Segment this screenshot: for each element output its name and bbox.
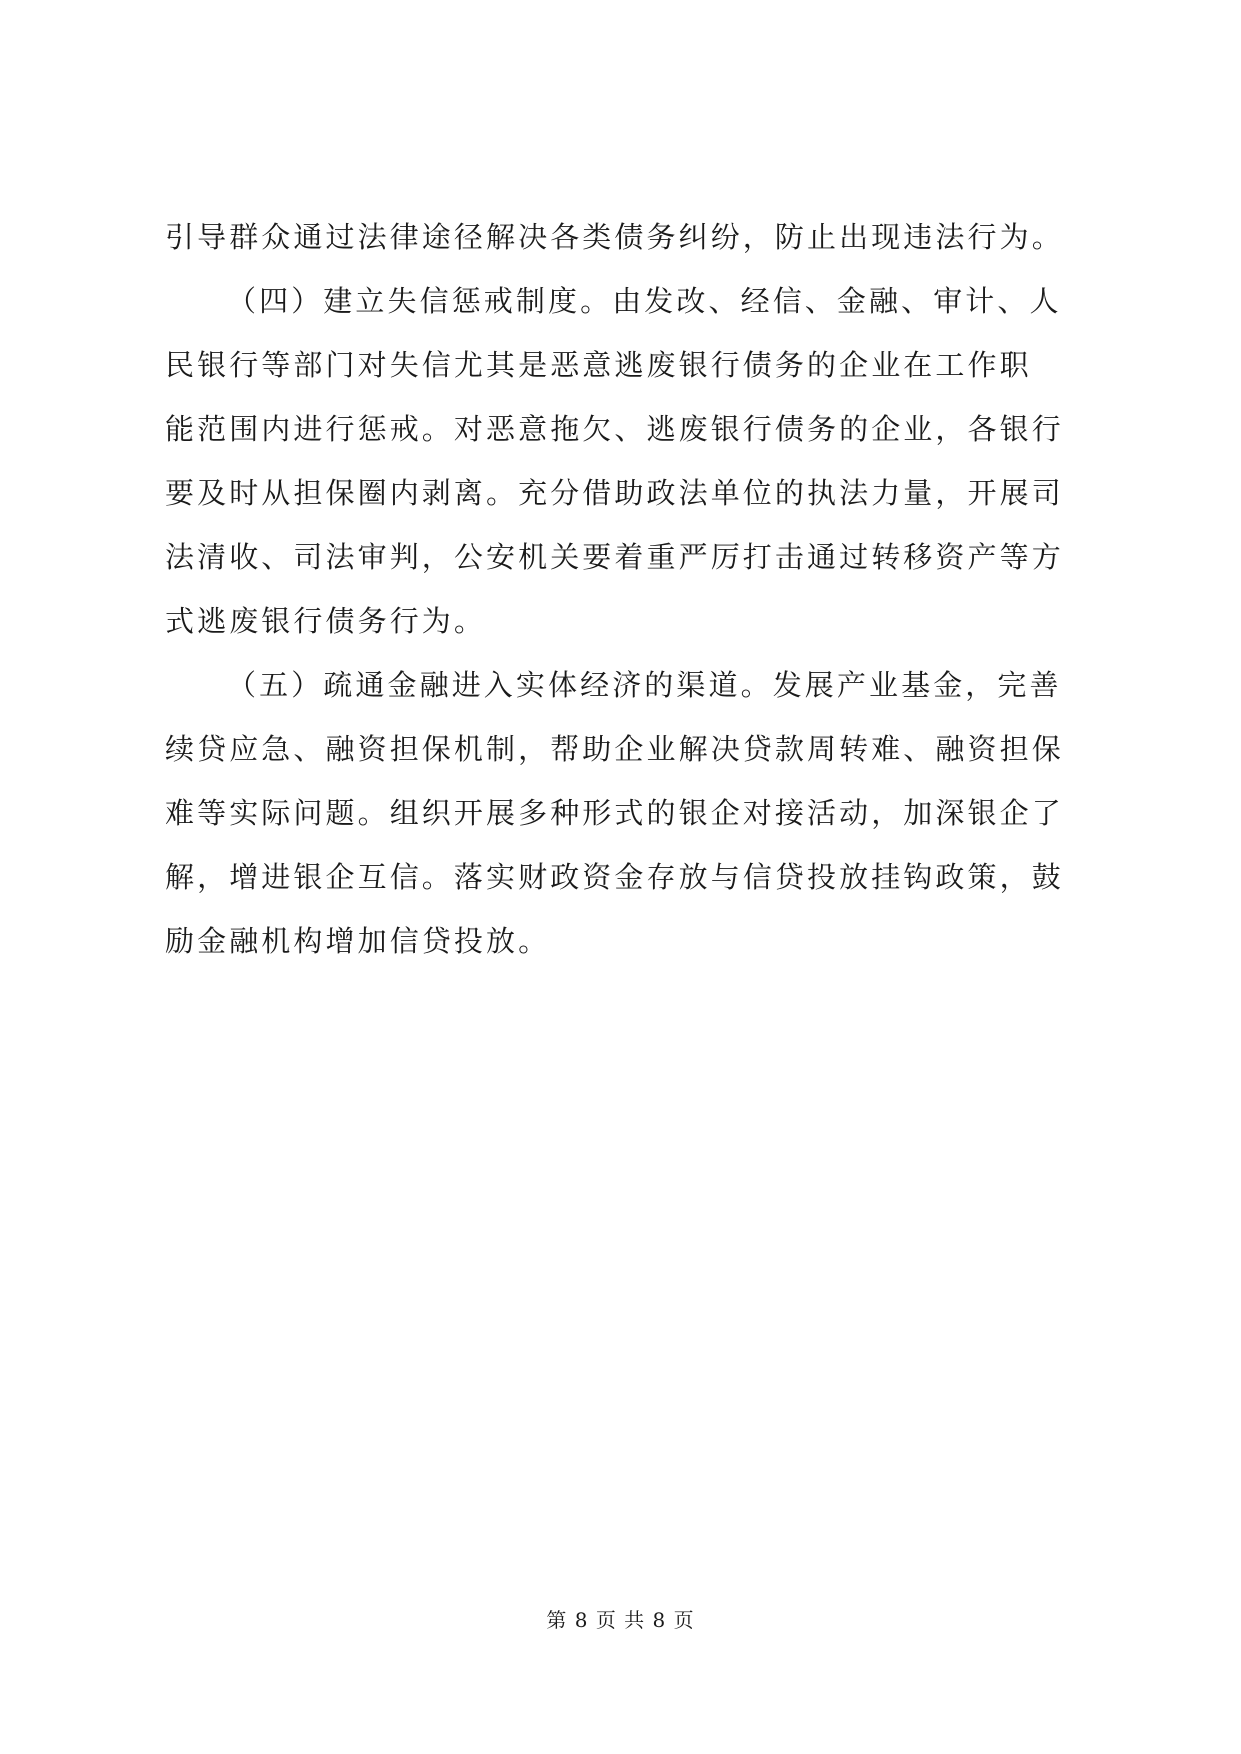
text-line: （五）疏通金融进入实体经济的渠道。发展产业基金，完善 [227,668,1062,702]
text-line: 励金融机构增加信贷投放。 [165,924,551,958]
text-line: 引导群众通过法律途径解决各类债务纠纷，防止出现违法行为。 [165,220,1064,254]
text-line: 续贷应急、融资担保机制，帮助企业解决贷款周转难、融资担保 [165,732,1064,766]
text-line: （四）建立失信惩戒制度。由发改、经信、金融、审计、人 [227,284,1062,318]
text-line: 要及时从担保圈内剥离。充分借助政法单位的执法力量，开展司 [165,476,1064,510]
text-line: 能范围内进行惩戒。对恶意拖欠、逃废银行债务的企业，各银行 [165,412,1064,446]
page-number-footer: 第 8 页 共 8 页 [546,1608,695,1632]
document-body [165,205,1083,973]
text-line: 难等实际问题。组织开展多种形式的银企对接活动，加深银企了 [165,796,1064,830]
text-line: 法清收、司法审判，公安机关要着重严厉打击通过转移资产等方 [165,540,1064,574]
text-line: 式逃废银行债务行为。 [165,604,487,638]
text-line: 民银行等部门对失信尤其是恶意逃废银行债务的企业在工作职 [165,348,1032,382]
text-line: 解，增进银企互信。落实财政资金存放与信贷投放挂钩政策，鼓 [165,860,1064,894]
